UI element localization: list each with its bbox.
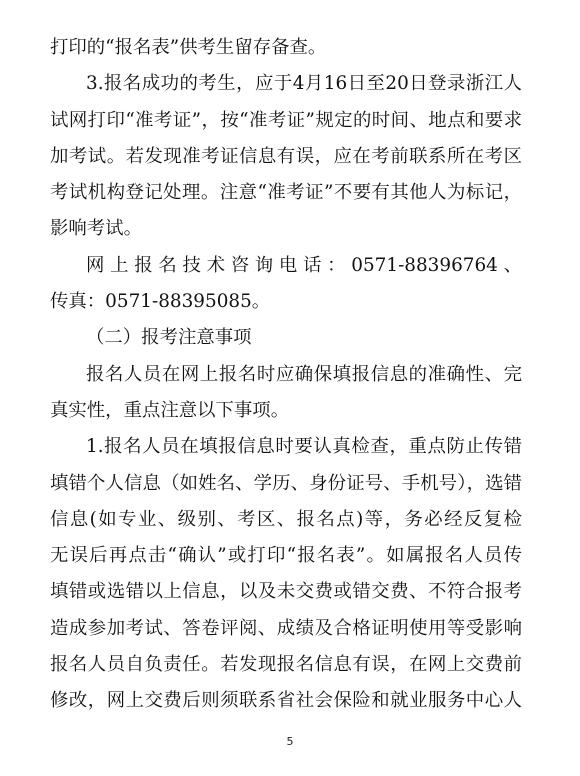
- text-line: 真实性，重点注意以下事项。: [50, 399, 290, 421]
- text-line: 无误后再点击“确认”或打印“报名表”。如属报名人员传: [50, 545, 522, 567]
- page-number: 5: [286, 735, 294, 748]
- text-line: 考试机构登记处理。注意“准考证”不要有其他人为标记，: [50, 182, 522, 204]
- text-line: 填错个人信息（如姓名、学历、身份证号、手机号），选错: [50, 472, 522, 494]
- text-line: 试网打印“准考证”，按“准考证”规定的时间、地点和要求: [50, 109, 522, 131]
- text-line: 报名人员在网上报名时应确保填报信息的准确性、完: [86, 363, 522, 385]
- text-line: 传真：0571-88395085。: [50, 291, 271, 313]
- text-line: 打印的“报名表”供考生留存备查。: [50, 37, 327, 58]
- text-line: 1.报名人员在填报信息时要认真检查，重点防止传错: [86, 436, 522, 458]
- text-line: 造成参加考试、答卷评阅、成绩及合格证明使用等受影响: [50, 617, 522, 639]
- text-line: 填错或选错以上信息，以及未交费或错交费、不符合报考: [50, 581, 522, 603]
- text-line: 影响考试。: [50, 218, 142, 240]
- document-body: [50, 30, 522, 720]
- text-line: 加考试。若发现准考证信息有误，应在考前联系所在考区: [50, 145, 522, 167]
- text-line: 修改，网上交费后则须联系省社会保险和就业服务中心人: [50, 690, 522, 712]
- text-line: 网上报名技术咨询电话：0571-88396764、: [86, 254, 522, 276]
- text-line: 报名人员自负责任。若发现报名信息有误，在网上交费前: [50, 654, 522, 676]
- text-line: （二）报考注意事项: [86, 327, 252, 349]
- text-line: 信息(如专业、级别、考区、报名点)等，务必经反复检: [50, 508, 522, 530]
- text-line: 3.报名成功的考生，应于4月16日至20日登录浙江人: [86, 73, 522, 95]
